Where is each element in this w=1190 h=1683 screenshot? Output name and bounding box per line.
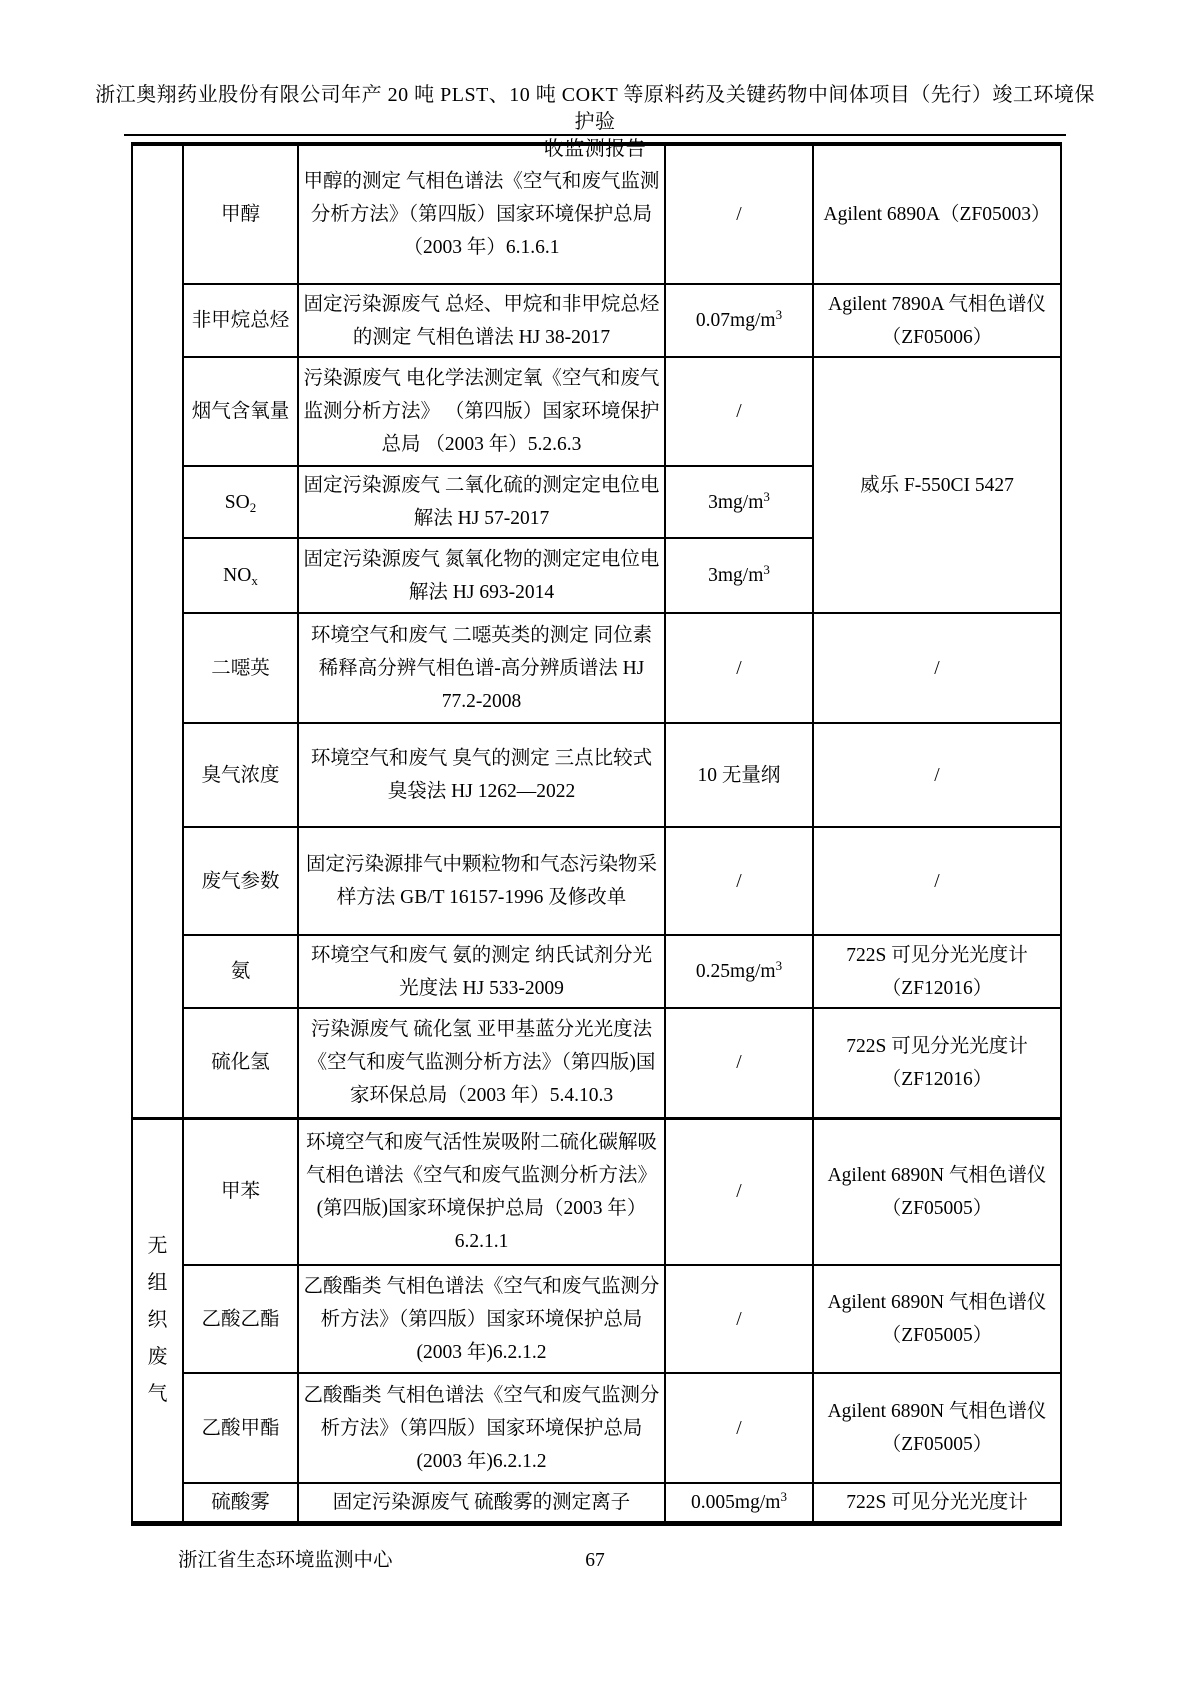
detection-limit-cell: 10 无量纲 bbox=[665, 723, 813, 827]
pollutant-cell: 乙酸乙酯 bbox=[183, 1265, 298, 1373]
table-row bbox=[132, 723, 1061, 827]
table-row bbox=[132, 613, 1061, 723]
detection-limit-cell: $0.005mg/m^3$ bbox=[665, 1483, 813, 1524]
instrument-cell: Agilent 6890A（ZF05003） bbox=[813, 144, 1061, 284]
instrument-cell: / bbox=[813, 723, 1061, 827]
header-rule bbox=[124, 134, 1066, 136]
header-line-2: 收监测报告 bbox=[543, 138, 647, 160]
subscript: 2 bbox=[249, 499, 257, 515]
detection-limit-cell: / bbox=[665, 827, 813, 935]
detection-limit-cell: / bbox=[665, 144, 813, 284]
instrument-cell: / bbox=[813, 827, 1061, 935]
method-cell: 固定污染源废气 硫酸雾的测定离子 bbox=[298, 1483, 665, 1524]
superscript: 3 bbox=[775, 307, 783, 322]
method-cell: 环境空气和废气 二噁英类的测定 同位素稀释高分辨气相色谱-高分辨质谱法 HJ 77.2-2008 bbox=[298, 613, 665, 723]
table-row bbox=[132, 1483, 1061, 1524]
instrument-cell: Agilent 6890N 气相色谱仪（ZF05005） bbox=[813, 1118, 1061, 1265]
instrument-cell: 722S 可见分光光度计（ZF12016） bbox=[813, 1008, 1061, 1118]
table-row bbox=[132, 935, 1061, 1008]
pollutant-cell: 废气参数 bbox=[183, 827, 298, 935]
detection-limit-cell: $3mg/m^3$ bbox=[665, 538, 813, 613]
footer-organization: 浙江省生态环境监测中心 bbox=[178, 1550, 393, 1571]
pollutant-cell: 二噁英 bbox=[183, 613, 298, 723]
method-cell: 环境空气和废气 氨的测定 纳氏试剂分光光度法 HJ 533-2009 bbox=[298, 935, 665, 1008]
detection-limit-cell: / bbox=[665, 1008, 813, 1118]
pollutant-cell: 烟气含氧量 bbox=[183, 357, 298, 466]
method-cell: 环境空气和废气 臭气的测定 三点比较式臭袋法 HJ 1262—2022 bbox=[298, 723, 665, 827]
pollutant-cell: 乙酸甲酯 bbox=[183, 1373, 298, 1483]
table-row bbox=[132, 1265, 1061, 1373]
method-cell: 乙酸酯类 气相色谱法《空气和废气监测分析方法》（第四版）国家环境保护总局(2003 年)6.2.1.2 bbox=[298, 1265, 665, 1373]
method-cell: 环境空气和废气活性炭吸附二硫化碳解吸气相色谱法《空气和废气监测分析方法》 (第四版)国家环境保护总局（2003 年）6.2.1.1 bbox=[298, 1118, 665, 1265]
pollutant-cell: 非甲烷总烃 bbox=[183, 284, 298, 357]
detection-limit-cell: $0.07mg/m^3$ bbox=[665, 284, 813, 357]
category-cell bbox=[132, 144, 183, 1118]
detection-limit-cell: / bbox=[665, 613, 813, 723]
pollutant-cell: $NO_x$ bbox=[183, 538, 298, 613]
method-cell: 固定污染源废气 二氧化硫的测定定电位电解法 HJ 57-2017 bbox=[298, 466, 665, 538]
header-line-1: 浙江奥翔药业股份有限公司年产 20 吨 PLST、10 吨 COKT 等原料药及关键药物中间体项目（先行）竣工环境保护验 bbox=[95, 84, 1095, 133]
instrument-cell: 722S 可见分光光度计 bbox=[813, 1483, 1061, 1524]
category-cell bbox=[132, 1118, 183, 1524]
method-cell: 固定污染源排气中颗粒物和气态污染物采样方法 GB/T 16157-1996 及修改单 bbox=[298, 827, 665, 935]
table-row bbox=[132, 144, 1061, 284]
method-cell: 污染源废气 硫化氢 亚甲基蓝分光光度法《空气和废气监测分析方法》（第四版)国家环保总局（2003 年）5.4.10.3 bbox=[298, 1008, 665, 1118]
instrument-cell: Agilent 7890A 气相色谱仪（ZF05006） bbox=[813, 284, 1061, 357]
instrument-cell: Agilent 6890N 气相色谱仪（ZF05005） bbox=[813, 1265, 1061, 1373]
table-row bbox=[132, 284, 1061, 357]
detection-limit-cell: / bbox=[665, 1118, 813, 1265]
detection-limit-cell: $3mg/m^3$ bbox=[665, 466, 813, 538]
method-cell: 固定污染源废气 总烃、甲烷和非甲烷总烃的测定 气相色谱法 HJ 38-2017 bbox=[298, 284, 665, 357]
method-cell: 甲醇的测定 气相色谱法《空气和废气监测分析方法》（第四版）国家环境保护总局（2003 年）6.1.6.1 bbox=[298, 144, 665, 284]
detection-limit-cell: / bbox=[665, 1373, 813, 1483]
pollutant-cell: 硫酸雾 bbox=[183, 1483, 298, 1524]
pollutant-cell: $SO_2$ bbox=[183, 466, 298, 538]
pollutant-cell: 硫化氢 bbox=[183, 1008, 298, 1118]
instrument-cell: Agilent 6890N 气相色谱仪（ZF05005） bbox=[813, 1373, 1061, 1483]
superscript: 3 bbox=[780, 1489, 787, 1504]
superscript: 3 bbox=[775, 958, 783, 973]
method-cell: 固定污染源废气 氮氧化物的测定定电位电解法 HJ 693-2014 bbox=[298, 538, 665, 613]
instrument-cell: 威乐 F-550CI 5427 bbox=[813, 357, 1061, 613]
pollutant-cell: 甲醇 bbox=[183, 144, 298, 284]
instrument-cell: / bbox=[813, 613, 1061, 723]
detection-limit-cell: / bbox=[665, 357, 813, 466]
pollutant-cell: 甲苯 bbox=[183, 1118, 298, 1265]
table-row bbox=[132, 827, 1061, 935]
monitoring-method-table bbox=[131, 142, 1062, 1526]
category-label: 无组织废气 bbox=[147, 1234, 168, 1405]
instrument-cell: 722S 可见分光光度计（ZF12016） bbox=[813, 935, 1061, 1008]
detection-limit-cell: / bbox=[665, 1265, 813, 1373]
footer-page-number: 67 bbox=[585, 1550, 605, 1571]
table-row bbox=[132, 1008, 1061, 1118]
table-row bbox=[132, 357, 1061, 466]
pollutant-cell: 氨 bbox=[183, 935, 298, 1008]
detection-limit-cell: $0.25mg/m^3$ bbox=[665, 935, 813, 1008]
table-row bbox=[132, 1373, 1061, 1483]
subscript: x bbox=[251, 573, 258, 588]
superscript: 3 bbox=[763, 562, 770, 577]
superscript: 3 bbox=[763, 488, 770, 504]
pollutant-cell: 臭气浓度 bbox=[183, 723, 298, 827]
method-cell: 乙酸酯类 气相色谱法《空气和废气监测分析方法》（第四版）国家环境保护总局 (2003 年)6.2.1.2 bbox=[298, 1373, 665, 1483]
method-cell: 污染源废气 电化学法测定氧《空气和废气监测分析方法》 （第四版）国家环境保护总局 （2003 年）5.2.6.3 bbox=[298, 357, 665, 466]
table-row bbox=[132, 1118, 1061, 1265]
